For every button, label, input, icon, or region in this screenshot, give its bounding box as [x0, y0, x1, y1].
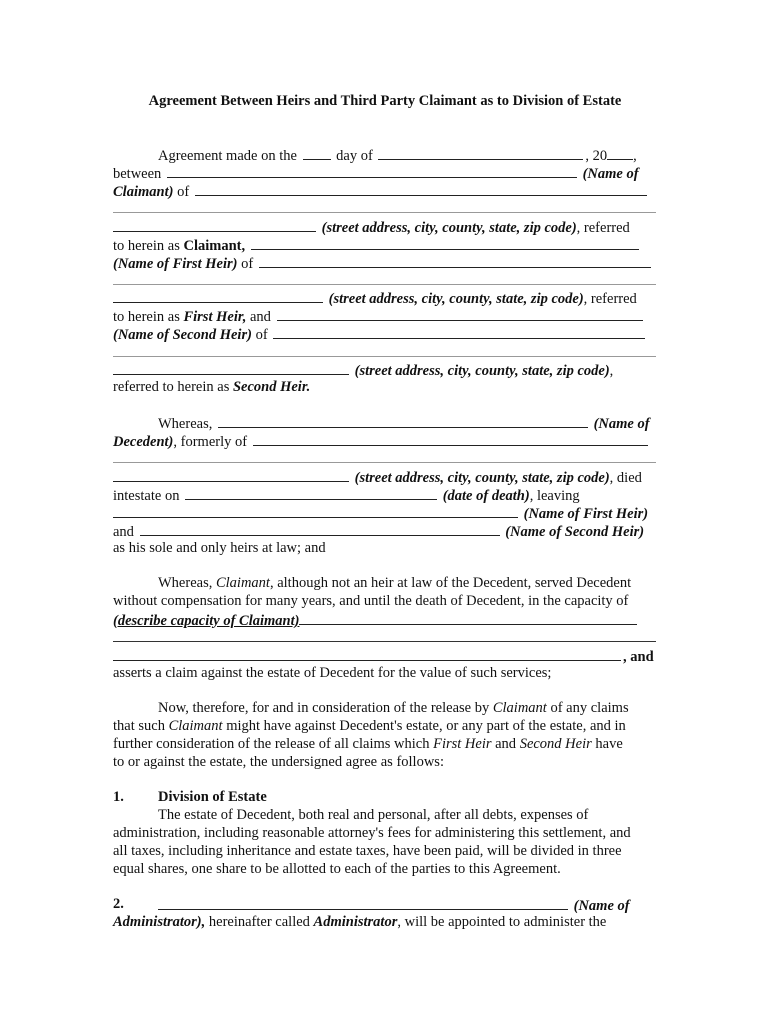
claimant-address-blank-3[interactable] [113, 217, 316, 232]
now-therefore-l3b: First Heir [433, 736, 492, 752]
capacity-label: (describe capacity of Claimant) [113, 613, 300, 629]
capacity-blank-1[interactable] [299, 610, 637, 625]
capacity-blank-3[interactable] [113, 646, 621, 661]
now-therefore-l3d: Second Heir [519, 736, 592, 752]
admin-rest-text: , will be appointed to administer the [397, 914, 607, 930]
date-of-death-label: (date of death) [442, 488, 530, 504]
now-therefore-l2a: that such [113, 718, 165, 734]
of-text-2: of [241, 256, 254, 272]
whereas1-line-7 [113, 521, 644, 541]
first-heir-name-blank[interactable] [259, 253, 651, 268]
second-heir-address-label: (street address, city, county, state, zip code) [354, 363, 610, 379]
claimant-extra-blank[interactable] [251, 235, 639, 250]
section1-line-2: administration, including reasonable attorney's fees for administering this settlement, and [113, 825, 631, 841]
leaving-first-heir-label: (Name of First Heir) [523, 506, 649, 522]
second-heir-address-blank-2[interactable] [113, 360, 349, 375]
intro-line-13 [113, 360, 613, 380]
claimant-label: Claimant) [113, 184, 174, 200]
whereas1-line-8 [113, 539, 326, 557]
now-therefore-l3c: and [495, 736, 517, 752]
intro-line-10 [113, 306, 645, 326]
comma-text: , [633, 148, 637, 164]
administrator-name-blank[interactable] [158, 895, 568, 910]
intro-line-14 [113, 378, 310, 396]
day-of-text: day of [336, 148, 373, 164]
of-text: of [177, 184, 190, 200]
admin-name-of-label: (Name of [573, 898, 630, 914]
whereas-text: Whereas, [158, 416, 213, 432]
whereas2-claimant: Claimant [215, 575, 270, 591]
now-therefore-line-2 [113, 717, 626, 735]
decedent-address-blank-1[interactable] [253, 431, 648, 446]
died-text: , died [609, 470, 642, 486]
page-title: Agreement Between Heirs and Third Party Claimant as to Division of Estate [148, 93, 622, 109]
intro-line-7 [113, 253, 653, 273]
decedent-address-blank-2[interactable] [113, 462, 656, 463]
to-herein-as-text: to herein as [113, 238, 180, 254]
to-herein-as-text-2: to herein as [113, 309, 180, 325]
whereas2-b: , although not an heir at law of the Decedent, served Decedent [269, 575, 632, 591]
now-therefore-l3e: have [595, 736, 623, 752]
now-therefore-l4: to or against the estate, the undersigned agree as follows: [113, 754, 444, 770]
sole-heirs-text: as his sole and only heirs at law; and [113, 540, 326, 556]
second-heir-bold: Second Heir. [232, 379, 311, 395]
second-heir-name-label: (Name of Second Heir) [113, 327, 252, 343]
made-on-text: Agreement made on the [158, 148, 297, 164]
intro-line-11 [113, 324, 647, 344]
claimant-address-blank-2[interactable] [113, 212, 656, 213]
section1-line-3: all taxes, including inheritance and estate taxes, have been paid, will be divided in three [113, 843, 622, 859]
decedent-name-blank[interactable] [218, 413, 588, 428]
capacity-blank-2[interactable] [113, 641, 656, 642]
first-heir-address-label: (street address, city, county, state, zip code) [328, 291, 584, 307]
whereas2-line-1 [158, 574, 631, 592]
whereas2-line-3 [113, 610, 639, 630]
whereas2-line5-text: asserts a claim against the estate of Decedent for the value of such services; [113, 665, 552, 681]
section1-line-4: equal shares, one share to be allotted to each of the parties to this Agreement. [113, 861, 561, 877]
first-heir-extra-blank[interactable] [277, 306, 643, 321]
second-heir-name-blank[interactable] [273, 324, 645, 339]
hereinafter-text: hereinafter called [208, 914, 310, 930]
claimant-address-label: (street address, city, county, state, zip code) [321, 220, 577, 236]
year-prefix: , 20 [585, 148, 608, 164]
now-therefore-line-3 [113, 735, 623, 753]
second-heir-address-blank-1[interactable] [113, 356, 656, 357]
intro-line-1 [158, 145, 637, 165]
admin-label: Administrator), [113, 914, 206, 930]
and-text: and [249, 309, 271, 325]
intro-line-2 [113, 163, 639, 183]
section1-heading: Division of Estate [158, 789, 267, 805]
intro-line-3 [113, 181, 649, 201]
now-therefore-l1b: Claimant [492, 700, 547, 716]
now-therefore-l3a: further consideration of the release of all claims which [113, 736, 430, 752]
now-therefore-l1a: Now, therefore, for and in consideration of the release by [158, 700, 490, 716]
formerly-of-text: , formerly of [173, 434, 248, 450]
whereas2-line-2 [113, 592, 628, 610]
whereas2-a: Whereas, [158, 575, 213, 591]
now-therefore-l1c: of any claims [550, 700, 629, 716]
of-text-3: of [255, 327, 268, 343]
and-text-3: , and [623, 649, 654, 665]
intro-line-6 [113, 235, 641, 255]
whereas2-line2-text: without compensation for many years, and until the death of Decedent, in the capacity of [113, 593, 629, 609]
whereas2-line-4 [113, 646, 654, 666]
between-text: between [113, 166, 162, 182]
first-heir-name-label: (Name of First Heir) [113, 256, 238, 272]
section2-line-2 [113, 913, 606, 931]
section2-number: 2. [113, 896, 124, 912]
whereas1-line-6 [113, 503, 648, 523]
now-therefore-l2c: might have against Decedent's estate, or any part of the estate, and in [226, 718, 626, 734]
decedent-address-label: (street address, city, county, state, zip code) [354, 470, 610, 486]
whereas1-line-2 [113, 431, 650, 451]
section1-number: 1. [113, 789, 124, 805]
intestate-on-text: intestate on [113, 488, 180, 504]
intro-line-9 [113, 288, 637, 308]
referred-to-herein-text: referred to herein as [113, 379, 230, 395]
first-heir-bold: First Heir, [183, 309, 247, 325]
second-heir-leaving-blank[interactable] [140, 521, 500, 536]
whereas2-line-5 [113, 664, 551, 682]
first-heir-leaving-blank[interactable] [113, 503, 518, 518]
claimant-bold: Claimant, [183, 238, 246, 254]
year-blank[interactable] [607, 145, 633, 160]
decedent-address-blank-3[interactable] [113, 467, 349, 482]
decedent-name-of-label: (Name of [593, 416, 650, 432]
whereas1-line-1 [158, 413, 650, 433]
decedent-label: Decedent) [113, 434, 174, 450]
now-therefore-l2b: Claimant [168, 718, 223, 734]
section1-line-1: The estate of Decedent, both real and personal, after all debts, expenses of [158, 807, 589, 823]
date-of-death-blank[interactable] [185, 485, 437, 500]
intro-line-5 [113, 217, 630, 237]
comma-text-2: , [609, 363, 614, 379]
claimant-name-blank[interactable] [167, 163, 577, 178]
day-blank[interactable] [303, 145, 331, 160]
name-of-label: (Name of [582, 166, 639, 182]
claimant-address-blank-1[interactable] [195, 181, 647, 196]
and-text-2: and [113, 524, 134, 540]
leaving-text: , leaving [529, 488, 580, 504]
whereas1-line-5 [113, 485, 580, 505]
leaving-second-heir-label: (Name of Second Heir) [505, 524, 645, 540]
now-therefore-line-1 [158, 699, 629, 717]
month-blank[interactable] [378, 145, 583, 160]
first-heir-address-blank-2[interactable] [113, 288, 323, 303]
referred-text: , referred [576, 220, 630, 236]
now-therefore-line-4 [113, 753, 444, 771]
first-heir-address-blank-1[interactable] [113, 284, 656, 285]
section2-line-1 [158, 895, 630, 915]
referred-text-2: , referred [583, 291, 637, 307]
whereas1-line-4 [113, 467, 642, 487]
admin-bold: Administrator [313, 914, 398, 930]
